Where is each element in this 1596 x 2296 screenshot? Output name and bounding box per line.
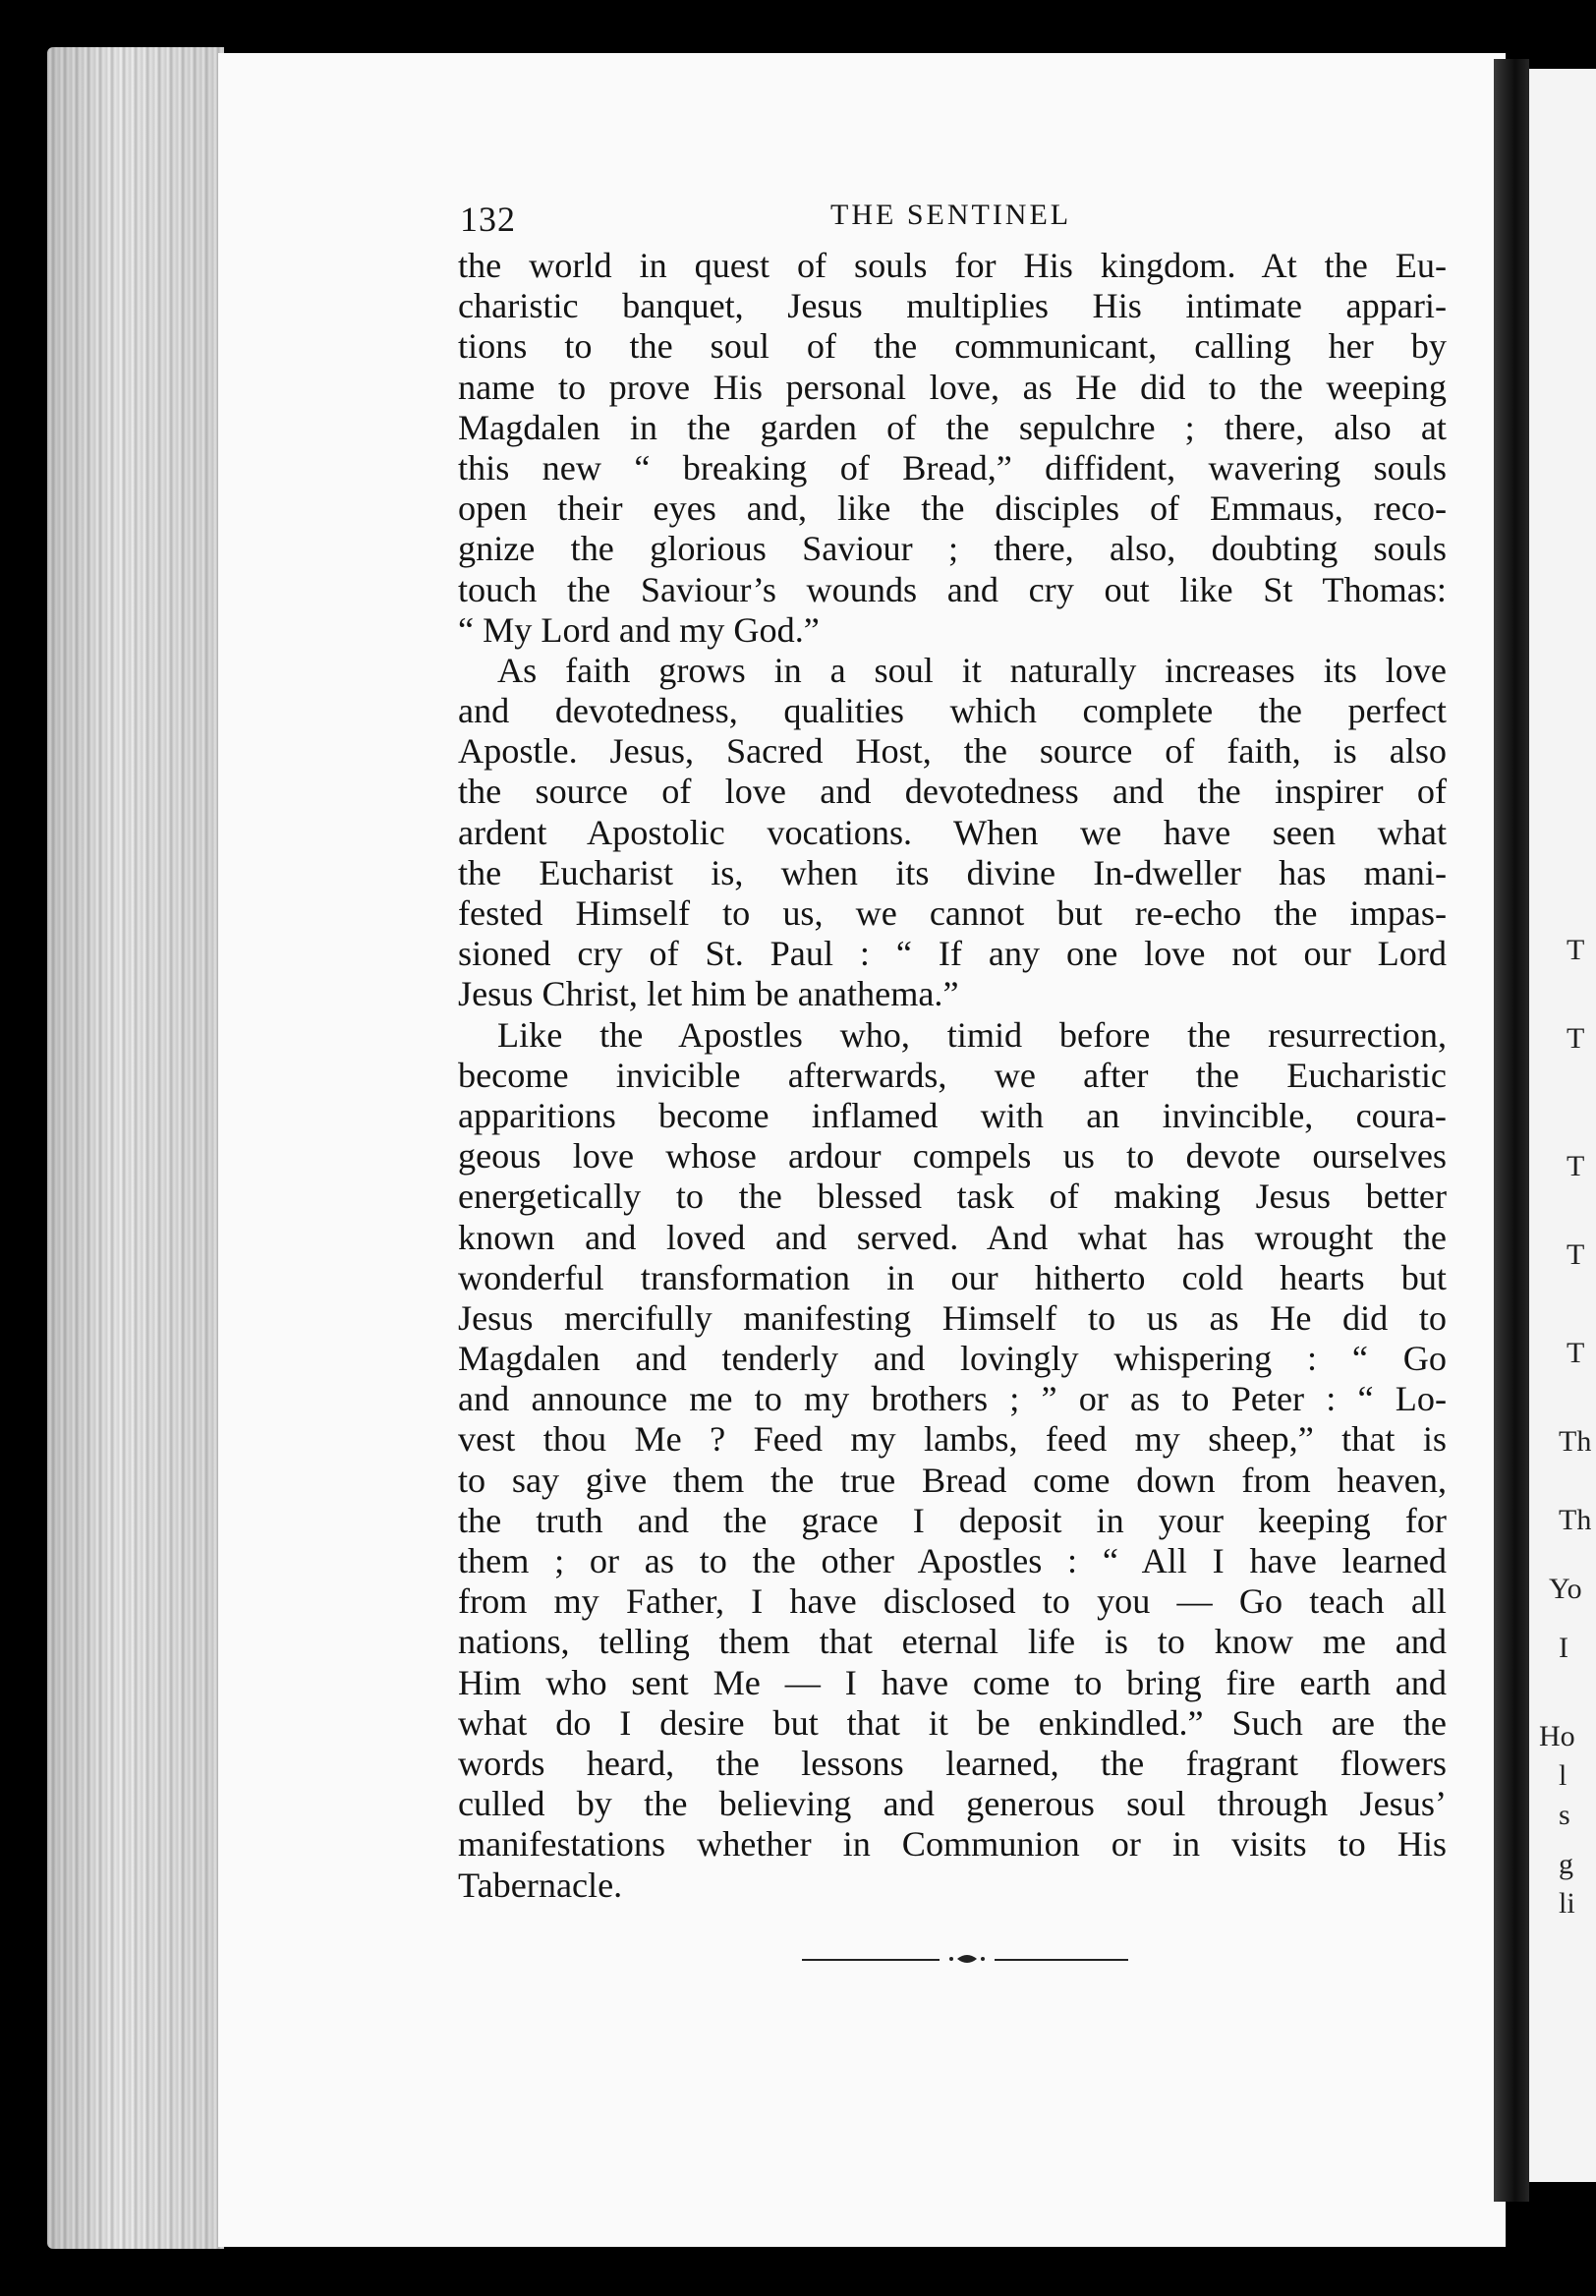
- text-line: fested Himself to us, we cannot but re-echo the impas-: [458, 893, 1447, 933]
- text-line: Magdalen in the garden of the sepulchre ; there, also at: [458, 407, 1447, 447]
- facing-page-letter: s: [1559, 1799, 1570, 1831]
- text-line: the Eucharist is, when its divine In-dweller has mani-: [458, 852, 1447, 892]
- text-line: sioned cry of St. Paul : “ If any one love not our Lord: [458, 934, 1447, 974]
- text-line: the world in quest of souls for His kingdom. At the Eu-: [458, 246, 1447, 285]
- text-line: geous love whose ardour compels us to devote ourselves: [458, 1136, 1447, 1177]
- text-line: Magdalen and tenderly and lovingly whispering : “ Go: [458, 1339, 1447, 1379]
- text-line: vest thou Me ? Feed my lambs, feed my sheep,” that is: [458, 1419, 1447, 1460]
- text-line: wonderful transformation in our hitherto cold hearts but: [458, 1257, 1447, 1297]
- text-line: and devotedness, qualities which complete the perfect: [458, 691, 1447, 731]
- section-end-ornament: [802, 1950, 1128, 1970]
- text-line: what do I desire but that it be enkindled.” Such are the: [458, 1702, 1447, 1743]
- facing-page-letter: Th: [1559, 1425, 1592, 1458]
- running-title: THE SENTINEL: [830, 199, 1072, 231]
- text-line: and announce me to my brothers ; ” or as to Peter : “ Lo-: [458, 1379, 1447, 1419]
- facing-page-letter: l: [1559, 1759, 1568, 1792]
- text-line: from my Father, I have disclosed to you — Go teach all: [458, 1581, 1447, 1622]
- facing-page-letter: T: [1567, 934, 1585, 966]
- facing-page-letter: I: [1559, 1632, 1568, 1664]
- text-line: gnize the glorious Saviour ; there, also, doubting souls: [458, 529, 1447, 569]
- facing-page-letter: T: [1567, 1337, 1585, 1369]
- facing-page-letter: T: [1567, 1150, 1585, 1182]
- text-line: Him who sent Me — I have come to bring fire earth and: [458, 1662, 1447, 1702]
- facing-page-letter: T: [1567, 1022, 1585, 1055]
- text-line: the truth and the grace I deposit in your keeping for: [458, 1500, 1447, 1540]
- text-line: As faith grows in a soul it naturally increases its love: [497, 650, 1447, 690]
- text-line: manifestations whether in Communion or in visits to His: [458, 1824, 1447, 1865]
- text-line: tions to the soul of the communicant, calling her by: [458, 326, 1447, 367]
- facing-page-letter: li: [1559, 1887, 1575, 1920]
- text-line: them ; or as to the other Apostles : “ All I have learned: [458, 1541, 1447, 1580]
- text-line: the source of love and devotedness and the inspirer of: [458, 772, 1447, 812]
- text-line: ardent Apostolic vocations. When we have seen what: [458, 812, 1447, 852]
- facing-page-letter: Th: [1559, 1504, 1592, 1536]
- text-line: touch the Saviour’s wounds and cry out like St Thomas:: [458, 569, 1447, 609]
- text-line: name to prove His personal love, as He did to the weeping: [458, 367, 1447, 407]
- text-line: Jesus Christ, let him be anathema.”: [458, 974, 959, 1014]
- text-line: “ My Lord and my God.”: [458, 609, 820, 650]
- text-line: charistic banquet, Jesus multiplies His intimate appari-: [458, 286, 1447, 326]
- text-line: words heard, the lessons learned, the fragrant flowers: [458, 1743, 1447, 1783]
- text-line: Apostle. Jesus, Sacred Host, the source of faith, is also: [458, 731, 1447, 772]
- fleuron-icon: [947, 1951, 987, 1967]
- text-line: become invicible afterwards, we after the Eucharistic: [458, 1055, 1447, 1095]
- facing-page-fragment: [1529, 69, 1596, 2182]
- facing-page-letter: Ho: [1539, 1720, 1575, 1752]
- text-line: Like the Apostles who, timid before the resurrection,: [497, 1014, 1447, 1055]
- page-number: 132: [460, 200, 516, 239]
- text-line: Jesus mercifully manifesting Himself to us as He did to: [458, 1297, 1447, 1338]
- facing-page-letter: g: [1559, 1848, 1573, 1880]
- facing-page-letter: Yo: [1549, 1573, 1582, 1605]
- text-line: to say give them the true Bread come down from heaven,: [458, 1460, 1447, 1500]
- text-line: nations, telling them that eternal life is to know me and: [458, 1622, 1447, 1662]
- text-line: apparitions become inflamed with an invincible, coura-: [458, 1095, 1447, 1135]
- book-gutter: [1494, 59, 1529, 2202]
- text-line: Tabernacle.: [458, 1865, 623, 1905]
- text-line: this new “ breaking of Bread,” diffident, wavering souls: [458, 447, 1447, 488]
- page-edges: [47, 47, 224, 2249]
- text-line: energetically to the blessed task of making Jesus better: [458, 1177, 1447, 1217]
- text-line: known and loved and served. And what has wrought the: [458, 1217, 1447, 1257]
- facing-page-letter: T: [1567, 1238, 1585, 1271]
- body-text: [458, 246, 1447, 1906]
- text-line: open their eyes and, like the disciples of Emmaus, reco-: [458, 488, 1447, 529]
- text-line: culled by the believing and generous soul through Jesus’: [458, 1784, 1447, 1824]
